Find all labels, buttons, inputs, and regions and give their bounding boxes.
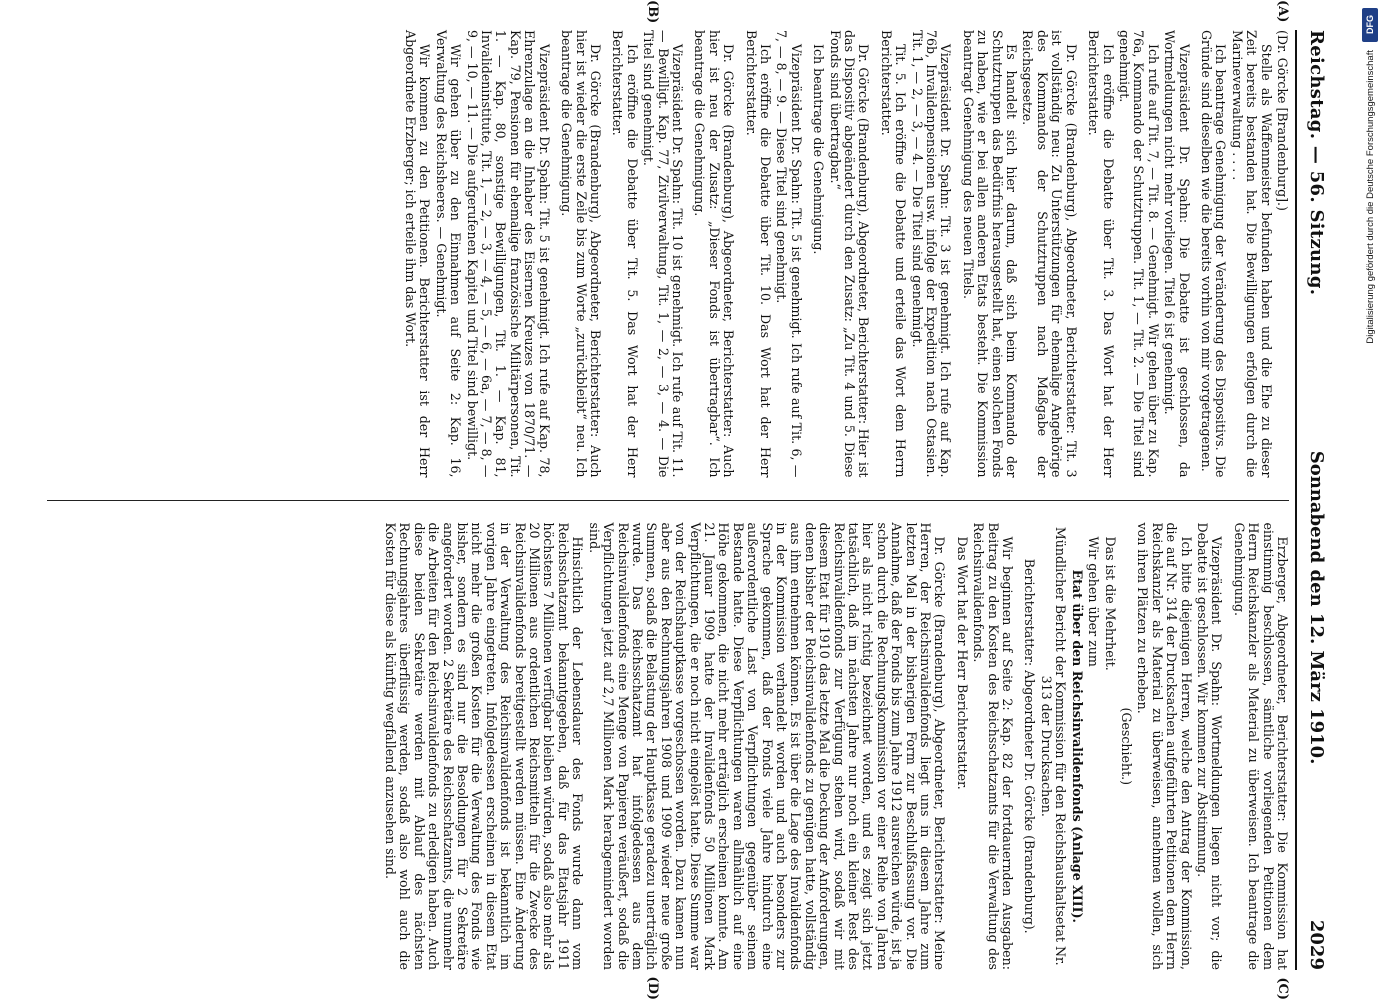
paragraph: Dr. Görcke (Brandenburg), Abgeordneter, Berichterstatter: Auch hier ist wieder die erste Zeile bis zum Worte „zurückbleibt“ neu. Ich beantrage die Genehmigung. [558, 30, 603, 478]
margin-marker-a: (A) [1274, 0, 1290, 23]
paragraph: Ich beantrage die Genehmigung. [810, 44, 826, 255]
paragraph: Stelle als Waffenmeister befunden haben und die Ehe zu dieser Zeit bereits bestanden hat. Die Bewilligungen erfolgen durch die Marineverwaltung . . . . [1229, 30, 1274, 478]
paragraph: Wir kommen zu den Petitionen. Berichterstatter ist der Herr Abgeordnete Erzberger; ich erteile ihm das Wort. [402, 30, 432, 478]
paragraph: Vizepräsident Dr. Spahn: Tit. 10 ist genehmigt. Ich rufe auf Tit. 11. — Bewilligt. Kap. 77, Zivilverwaltung, Tit. 1, — 2, — 3, — 4. — Die Titel sind genehmigt. [640, 30, 685, 478]
paragraph: Vizepräsident Dr. Spahn: Tit. 5 ist genehmigt. Ich rufe auf Kap. 78, Ehrenzulage an die Inhaber des Eisernen Kreuzes von 1870/71. — Kap. 79, Pensionen für ehemalige französische Militärpersonen, Tit. 1. — Kap. 80, sonstige Bewilligungen, Tit. 1. — Kap. 81, Invalideninstitute, Tit. 1, — 2, — 3, — 4, — 5, — 6, — 6a, — 7, — 8, — 9, — 10, — 11. — Die aufgerufenen Kapitel und Titel sind bewilligt. [464, 30, 552, 478]
digitization-credit [1361, 8, 1379, 992]
paragraph: Es handelt sich hier darum, daß sich beim Kommando der Schutztruppen das Bedürfnis herausgestellt hat, einen solchen Fonds zu haben, wie er bei allen anderen Etats besteht. Die Kommission beantragt Genehmigung des neuen Titels. [960, 30, 1019, 478]
paragraph: Berichterstatter: Abgeordneter Dr. Görcke (Brandenburg). [1022, 558, 1037, 934]
paragraph: Ich rufe auf Tit. 7, — Tit. 8. — Genehmigt. Wir gehen über zu Kap. 76a, Kommando der Schutztruppen. Tit. 1, — Tit. 2. — Die Titel sind genehmigt. [1116, 30, 1161, 478]
paragraph: Ich eröffne die Debatte über Tit. 5. Das Wort hat der Herr Berichterstatter. [609, 30, 640, 478]
paragraph: Wir beginnen auf Seite 2: Kap. 82 der fortdauernden Ausgaben: Beitrag zu den Kosten des Reichsschatzamts für die Verwaltung des Reichsinvalidenfonds. [970, 522, 1015, 970]
section-heading: Etat über den Reichsinvalidenfonds (Anlage XIII). [1069, 569, 1085, 923]
running-head: Reichstag. — 56. Sitzung. [1306, 30, 1327, 296]
paragraph: Dr. Görcke (Brandenburg), Abgeordneter, Berichterstatter: Tit. 3 ist vollständig neu: Zu Unterstützungen für ehemalige Angehörige des Kommandos der Schutztruppen nach Maßgabe der Reichsgesetze. [1020, 30, 1079, 478]
paragraph: Vizepräsident Dr. Spahn: Wortmeldungen liegen nicht vor; die Debatte ist geschlossen. Wir kommen zur Abstimmung. [1194, 522, 1224, 970]
paragraph: Das ist die Mehrheit. [1102, 536, 1118, 671]
paragraph: Das Wort hat der Herr Berichterstatter. [954, 536, 970, 790]
paragraph: Dr. Görcke (Brandenburg), Abgeordneter, Berichterstatter: Auch hier ist neu der Zusatz: „Dieser Fonds ist übertragbar“. Ich beantrage die Genehmigung. [691, 30, 736, 478]
paragraph: Ich eröffne die Debatte über Tit. 3. Das Wort hat der Herr Berichterstatter. [1085, 30, 1116, 478]
right-column [47, 522, 1290, 1000]
paragraph: Dr. Görcke (Brandenburg), Abgeordneter, Berichterstatter: Hier ist das Dispositiv abgeändert durch den Zusatz: „Zu Tit. 4 und 5. Diese Fonds sind übertragbar.“ [827, 30, 871, 478]
paragraph: Hinsichtlich der Lebensdauer des Fonds wurde dann vom Reichsschatzamt bekanntgegeben, daß für das Etatsjahr 1911 höchstens 7 Millionen verfügbar bleiben würden, sodaß also mehr als 20 Millionen aus ordentlichen Reichsmitteln für die Zwecke des Reichsinvalidenfonds bereitgestellt werden müssen. Eine Änderung in der Verwaltung des Reichsinvalidenfonds ist bekanntlich im vorigen Jahre eingetreten. Infolgedessen erscheinen in diesem Etat nicht mehr die großen Kosten für die Verwaltung des Fonds wie bisher, sondern es sind nur die Besoldungen für 2 Sekretäre angefordert worden. 2 Sekretäre des Reichsschatzamts, die nunmehr die Arbeiten für den Reichsinvalidenfonds zu erledigen haben. Auch diese beiden Sekretäre werden mit Ablauf des nächsten Rechnungsjahres überflüssig werden, sodaß also wohl auch die Kosten für diese als künftig wegfallend anzusehen sind. [382, 522, 585, 970]
paragraph: Vizepräsident Dr. Spahn: Tit. 3 ist genehmigt. Ich rufe auf Kap. 76b, Invalidenpensionen usw. infolge der Expedition nach Ostasien. Tit. 1, — 2, — 3, — 4. — Die Titel sind genehmigt. [909, 30, 953, 478]
page-number: 2029 [1306, 919, 1327, 970]
margin-marker-d: (D) [644, 976, 660, 1000]
paragraph: (Geschieht.) [1118, 707, 1134, 786]
paragraph: Wir gehen über zum [1085, 536, 1101, 667]
paragraph: Wir gehen über zu den Einnahmen auf Seite 2: Kap. 16, Verwaltung des Reichsheeres. — Genehmigt. [433, 30, 463, 478]
page-header [1295, 30, 1337, 970]
digitization-note: Digitalisierung gefördert durch die Deutsche Forschungsgemeinschaft [1364, 50, 1376, 344]
paragraph: Ich beantrage Genehmigung der Veränderung des Dispositivs. Die Gründe sind dieselben wie die bereits vorhin von mir vorgetragenen. [1198, 30, 1228, 478]
paragraph: (Dr. Görcke [Brandenburg].) [1274, 30, 1290, 211]
paragraph: Tit. 5. Ich eröffne die Debatte und erteile das Wort dem Herrn Berichterstatter. [878, 30, 908, 478]
paragraph: Dr. Görcke (Brandenburg), Abgeordneter, Berichterstatter: Meine Herren, der Reichsinvalidenfonds liegt uns in diesem Jahre zum letzten Mal in der bisherigen Form zur Beschlußfassung vor. Die Annahme, daß der Fonds bis zum Jahre 1912 ausreichen würde, ist ja schon durch die Rechnungskommission vor einer Reihe von Jahren hier als nicht richtig bezeichnet worden, und es zeigt sich jetzt tatsächlich, daß im nächsten Jahre nur noch ein kleiner Rest des Reichsinvalidenfonds zur Verfügung stehen wird, sodaß wir mit diesem Etat für 1910 das letzte Mal die Deckung der Anforderungen, denen bisher der Reichsinvalidenfonds zu genügen hatte, vollständig aus ihm entnehmen können. Es ist über die Lage des Invalidenfonds in der Kommission verhandelt worden und auch besonders zur Sprache gekommen, daß der Fonds viele Jahre hindurch eine außerordentliche Last von Verpflichtungen gegenüber seinem Bestande hatte. Diese Verpflichtungen waren allmählich auf eine Höhe gekommen, die nicht mehr erträglich erscheinen konnte. Am 21. Januar 1909 hatte der Invalidenfonds 50 Millionen Mark Verpflichtungen, die er noch nicht eingelöst hatte. Diese Summe war von der Reichshauptkasse vorgeschossen worden. Dazu kamen nun aber aus den Rechnungsjahren 1908 und 1909 wieder neue große Summen, sodaß die Belastung der Hauptkasse geradezu unerträglich wurde. Das Reichsschatzamt hat infolgedessen aus dem Reichsinvalidenfonds eine Menge von Papieren veräußert, sodaß die Verpflichtungen jetzt auf 2,7 Millionen Mark herabgemindert worden sind. [586, 522, 947, 970]
column-divider [47, 500, 1289, 501]
paragraph: Vizepräsident Dr. Spahn: Tit. 5 ist genehmigt. Ich rufe auf Tit. 6, — 7, — 8, — 9. — Diese Titel sind genehmigt. [773, 30, 804, 478]
dfg-logo: DFG [1362, 8, 1378, 42]
session-date: Sonnabend den 12. März 1910. [1306, 450, 1327, 765]
margin-marker-b: (B) [644, 0, 660, 24]
paragraph: Ich eröffne die Debatte über Tit. 10. Das Wort hat der Herr Berichterstatter. [743, 30, 773, 478]
paragraph: Mündlicher Bericht der Kommission für den Reichshaushaltsetat Nr. 313 der Drucksachen. [1038, 526, 1068, 966]
rotated-sheet [47, 0, 1337, 1000]
paragraph: Ich bitte diejenigen Herren, welche den Antrag der Kommission, die auf Nr. 314 der Drucksachen aufgeführten Petitionen dem Herrn Reichskanzler als Material zu überweisen, annehmen wollen, sich von ihren Plätzen zu erheben. [1134, 522, 1194, 970]
paragraph: Vizepräsident Dr. Spahn: Die Debatte ist geschlossen, da Wortmeldungen nicht mehr vorliegen. Titel 6 ist genehmigt. [1161, 30, 1192, 478]
left-column [47, 0, 1290, 478]
text-columns [47, 0, 1290, 1000]
paragraph: Erzberger, Abgeordneter, Berichterstatter: Die Kommission hat einstimmig beschlossen, sämtliche vorliegenden Petitionen dem Herrn Reichskanzler als Material zu überweisen. Ich beantrage die Genehmigung. [1231, 522, 1290, 970]
margin-marker-c: (C) [1274, 977, 1290, 1000]
